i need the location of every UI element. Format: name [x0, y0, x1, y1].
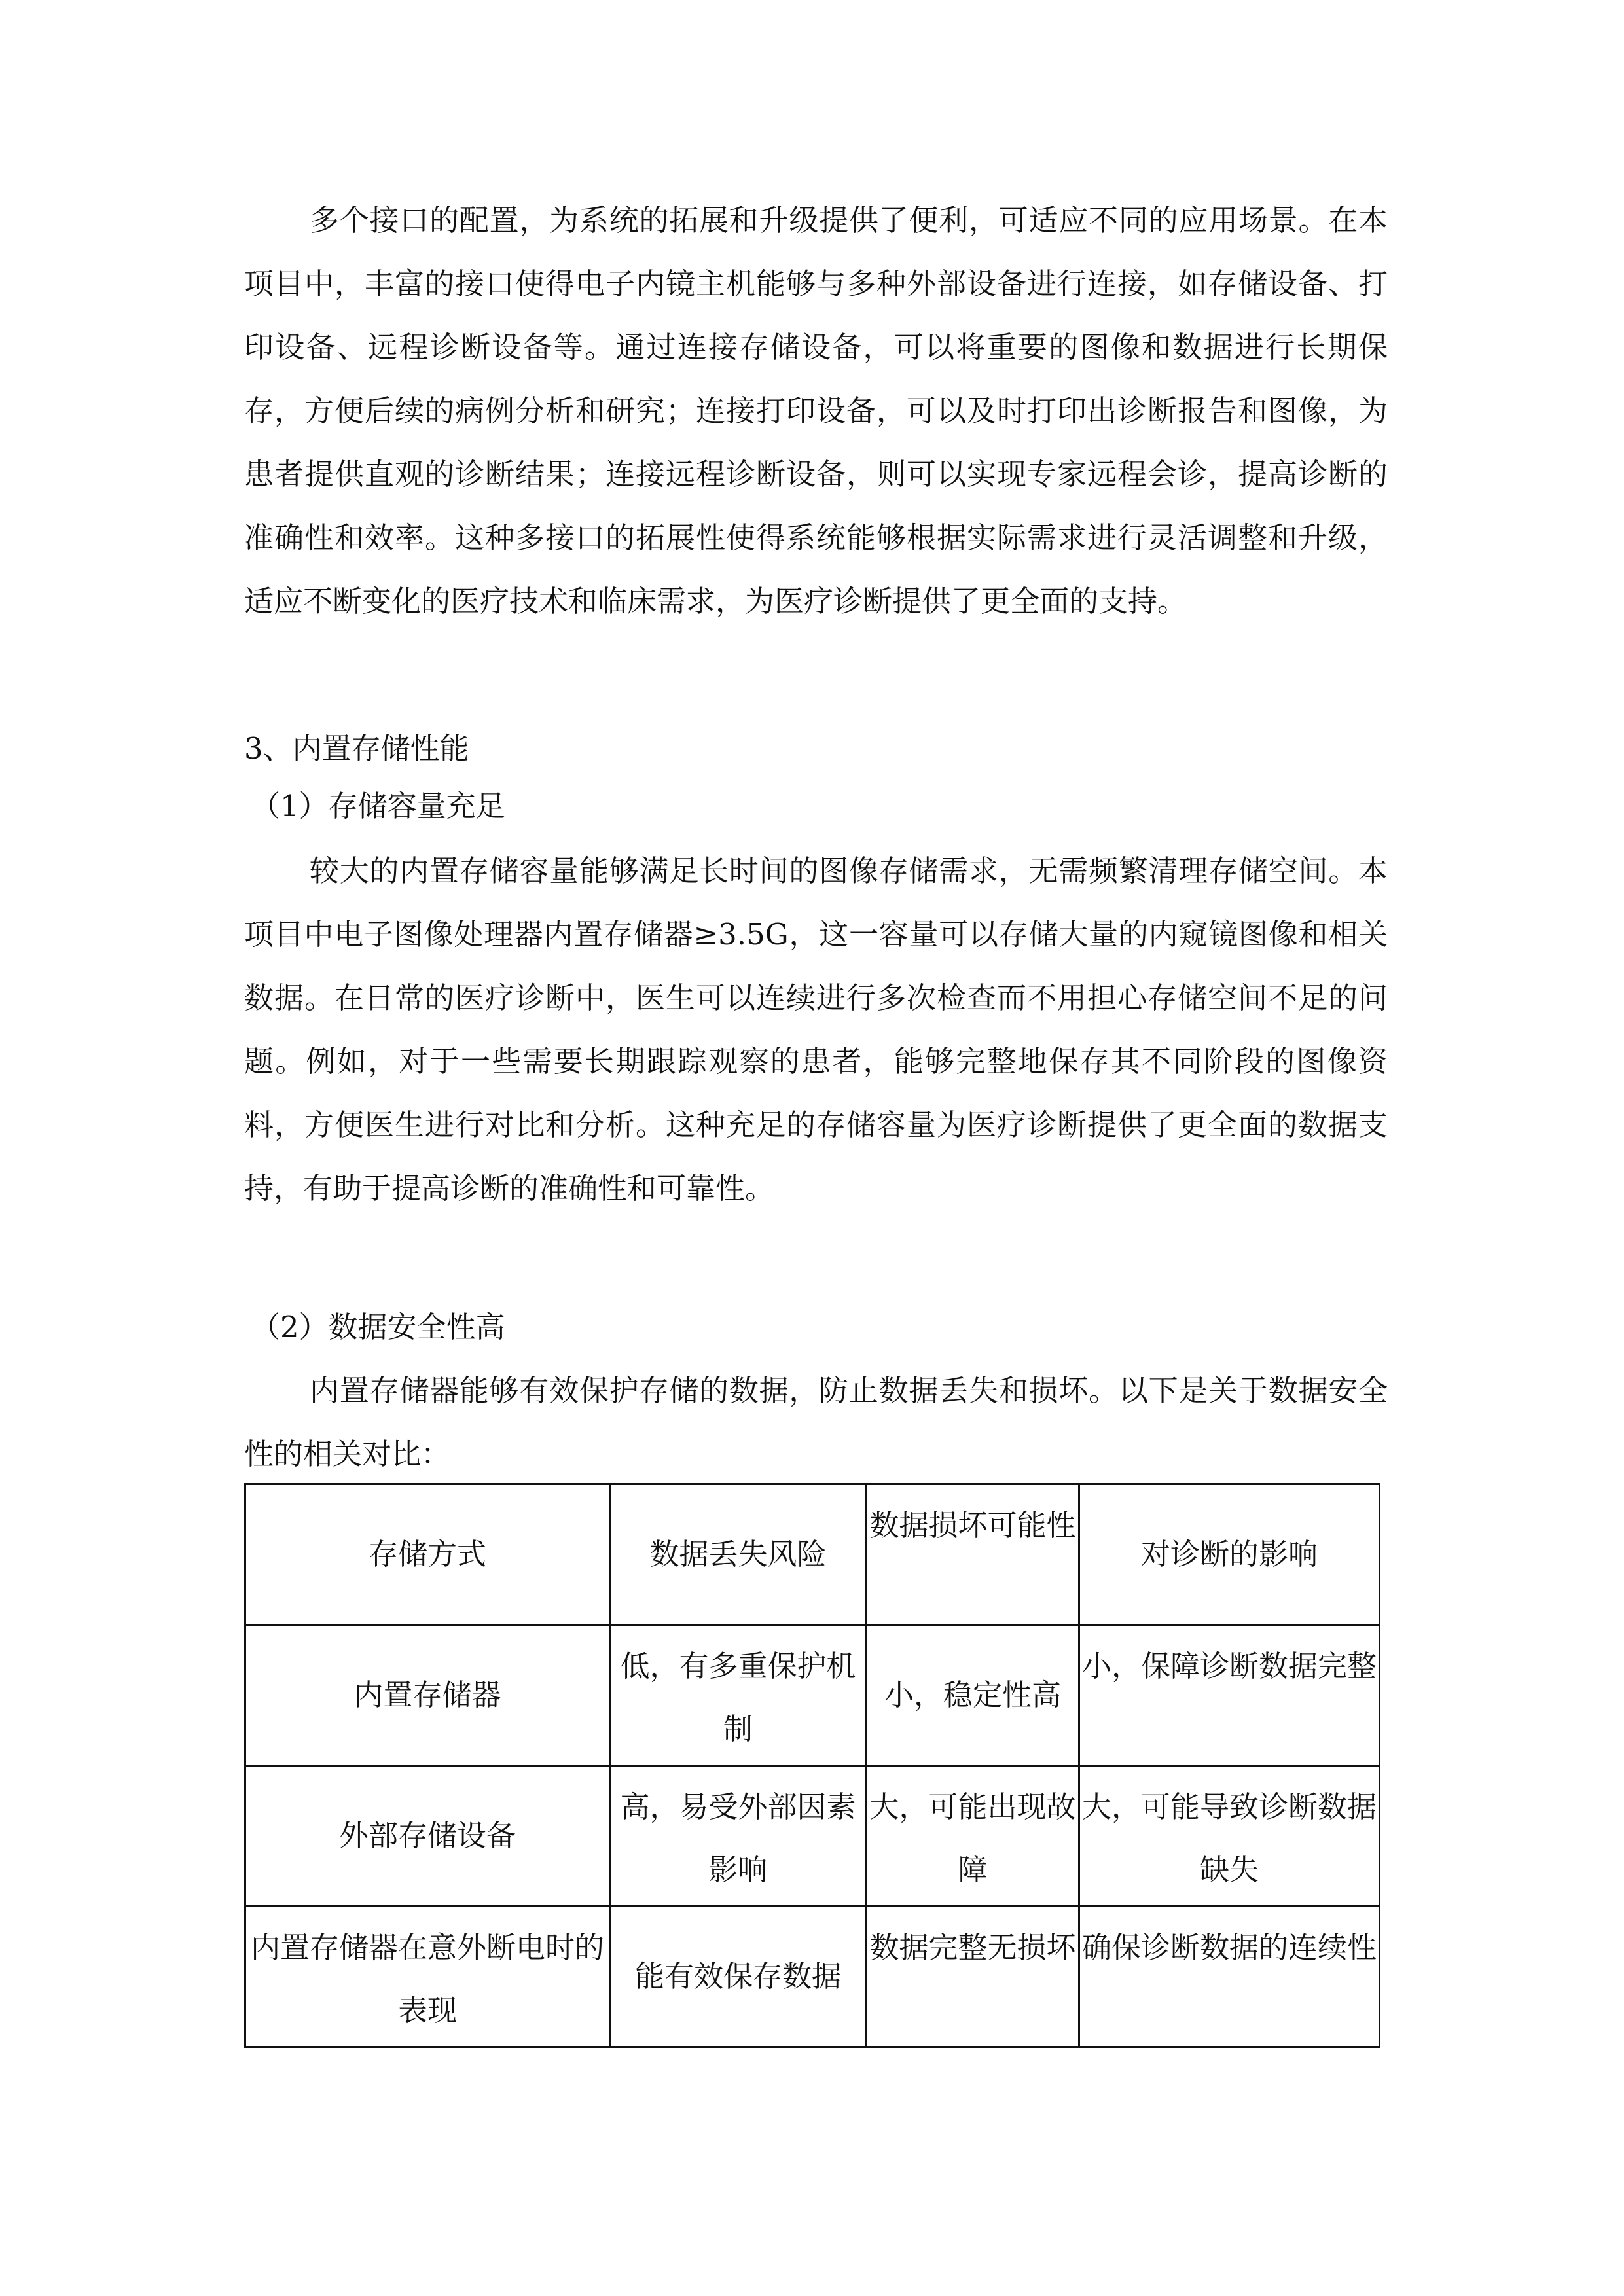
subheading-storage-capacity: （1）存储容量充足	[251, 789, 505, 823]
table-cell: 大，可能导致诊断数据缺失	[1079, 1766, 1380, 1907]
table-cell: 小，稳定性高	[867, 1625, 1079, 1766]
table-cell: 小，保障诊断数据完整	[1079, 1625, 1380, 1766]
section-heading-storage-performance: 3、内置存储性能	[244, 731, 469, 766]
table-cell: 确保诊断数据的连续性	[1079, 1907, 1380, 2047]
table-cell: 大，可能出现故障	[867, 1766, 1079, 1907]
table-header-row	[245, 1484, 1380, 1625]
table-cell: 低，有多重保护机制	[610, 1625, 867, 1766]
table-cell: 内置存储器	[245, 1625, 610, 1766]
subheading-data-security: （2）数据安全性高	[251, 1310, 505, 1344]
table-row	[245, 1766, 1380, 1907]
table-row	[245, 1907, 1380, 2047]
table-cell: 高，易受外部因素影响	[610, 1766, 867, 1907]
table-row	[245, 1625, 1380, 1766]
table-cell: 数据完整无损坏	[867, 1907, 1079, 2047]
table-header-cell: 对诊断的影响	[1079, 1484, 1380, 1625]
paragraph-data-security: 内置存储器能够有效保护存储的数据，防止数据丢失和损坏。以下是关于数据安全性的相关对比：	[244, 1373, 1388, 1471]
table-cell: 外部存储设备	[245, 1766, 610, 1907]
table-header-cell: 存储方式	[245, 1484, 610, 1625]
table-header-cell: 数据损坏可能性	[867, 1484, 1079, 1625]
paragraph-storage-capacity: 较大的内置存储容量能够满足长时间的图像存储需求，无需频繁清理存储空间。本项目中电子图像处理器内置存储器≥3.5G，这一容量可以存储大量的内窥镜图像和相关数据。在日常的医疗诊断中，医生可以连续进行多次检查而不用担心存储空间不足的问题。例如，对于一些需要长期跟踪观察的患者，能够完整地保存其不同阶段的图像资料，方便医生进行对比和分析。这种充足的存储容量为医疗诊断提供了更全面的数据支持，有助于提高诊断的准确性和可靠性。	[244, 853, 1388, 1206]
paragraph-interface-config: 多个接口的配置，为系统的拓展和升级提供了便利，可适应不同的应用场景。在本项目中，丰富的接口使得电子内镜主机能够与多种外部设备进行连接，如存储设备、打印设备、远程诊断设备等。通过连接存储设备，可以将重要的图像和数据进行长期保存，方便后续的病例分析和研究；连接打印设备，可以及时打印出诊断报告和图像，为患者提供直观的诊断结果；连接远程诊断设备，则可以实现专家远程会诊，提高诊断的准确性和效率。这种多接口的拓展性使得系统能够根据实际需求进行灵活调整和升级，适应不断变化的医疗技术和临床需求，为医疗诊断提供了更全面的支持。	[244, 203, 1388, 619]
table-cell: 能有效保存数据	[610, 1907, 867, 2047]
data-security-comparison-table	[244, 1483, 1380, 2048]
table-cell: 内置存储器在意外断电时的表现	[245, 1907, 610, 2047]
table-header-cell: 数据丢失风险	[610, 1484, 867, 1625]
